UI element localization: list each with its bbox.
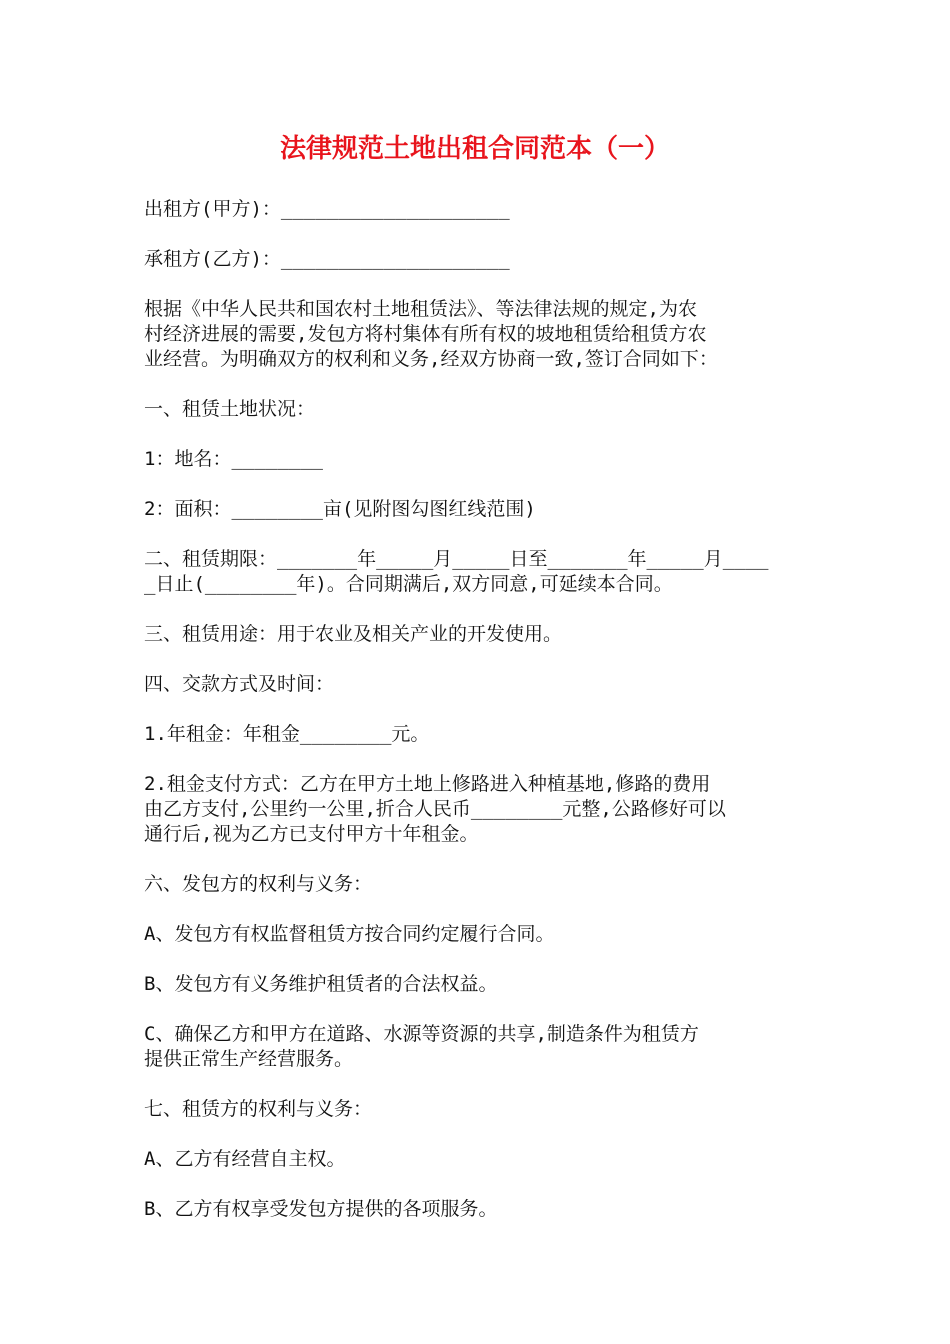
document-paragraph: [144, 447, 810, 472]
document-paragraph: [144, 497, 810, 522]
document-paragraph: [144, 397, 810, 422]
document-paragraph: [144, 1022, 810, 1072]
paragraph-line: 三、租赁用途：用于农业及相关产业的开发使用。: [144, 623, 563, 645]
paragraph-line: 二、租赁期限：_______年_____月_____日至_______年_____月____: [144, 548, 769, 570]
paragraph-line: _日止(________年)。合同期满后,双方同意,可延续本合同。: [144, 573, 673, 595]
document-paragraph: [144, 297, 810, 372]
paragraph-line: 通行后,视为乙方已支付甲方十年租金。: [144, 823, 479, 845]
document-paragraph: [144, 772, 810, 847]
document-paragraph: [144, 872, 810, 897]
paragraph-line: 2：面积：________亩(见附图勾图红线范围): [144, 498, 536, 520]
paragraph-line: B、乙方有权享受发包方提供的各项服务。: [144, 1198, 498, 1220]
paragraph-line: A、发包方有权监督租赁方按合同约定履行合同。: [144, 923, 555, 945]
document-body: [144, 197, 810, 1247]
paragraph-line: 一、租赁土地状况：: [144, 398, 316, 420]
paragraph-line: 根据《中华人民共和国农村土地租赁法》、等法律法规的规定,为农: [144, 298, 697, 320]
document-paragraph: [144, 1147, 810, 1172]
paragraph-line: 业经营。为明确双方的权利和义务,经双方协商一致,签订合同如下：: [144, 348, 718, 370]
paragraph-line: 七、租赁方的权利与义务：: [144, 1098, 373, 1120]
document-paragraph: [144, 1197, 810, 1222]
paragraph-line: B、发包方有义务维护租赁者的合法权益。: [144, 973, 498, 995]
paragraph-line: 2.租金支付方式：乙方在甲方土地上修路进入种植基地,修路的费用: [144, 773, 711, 795]
paragraph-line: 出租方(甲方)：____________________: [144, 198, 510, 220]
document-paragraph: [144, 547, 810, 597]
document-title: 法律规范土地出租合同范本（一）: [279, 134, 670, 164]
paragraph-line: A、乙方有经营自主权。: [144, 1148, 346, 1170]
document-paragraph: [144, 722, 810, 747]
paragraph-line: 1.年租金：年租金________元。: [144, 723, 430, 745]
paragraph-line: 承租方(乙方)：____________________: [144, 248, 510, 270]
document-paragraph: [144, 922, 810, 947]
paragraph-line: 村经济进展的需要,发包方将村集体有所有权的坡地租赁给租赁方农: [144, 323, 707, 345]
document-paragraph: [144, 672, 810, 697]
paragraph-line: 由乙方支付,公里约一公里,折合人民币________元整,公路修好可以: [144, 798, 726, 820]
paragraph-line: 1：地名：________: [144, 448, 323, 470]
document-paragraph: [144, 247, 810, 272]
paragraph-line: C、确保乙方和甲方在道路、水源等资源的共享,制造条件为租赁方: [144, 1023, 699, 1045]
document-paragraph: [144, 972, 810, 997]
paragraph-line: 四、交款方式及时间：: [144, 673, 335, 695]
document-paragraph: [144, 197, 810, 222]
document-paragraph: [144, 622, 810, 647]
paragraph-line: 提供正常生产经营服务。: [144, 1048, 354, 1070]
document-paragraph: [144, 1097, 810, 1122]
paragraph-line: 六、发包方的权利与义务：: [144, 873, 373, 895]
